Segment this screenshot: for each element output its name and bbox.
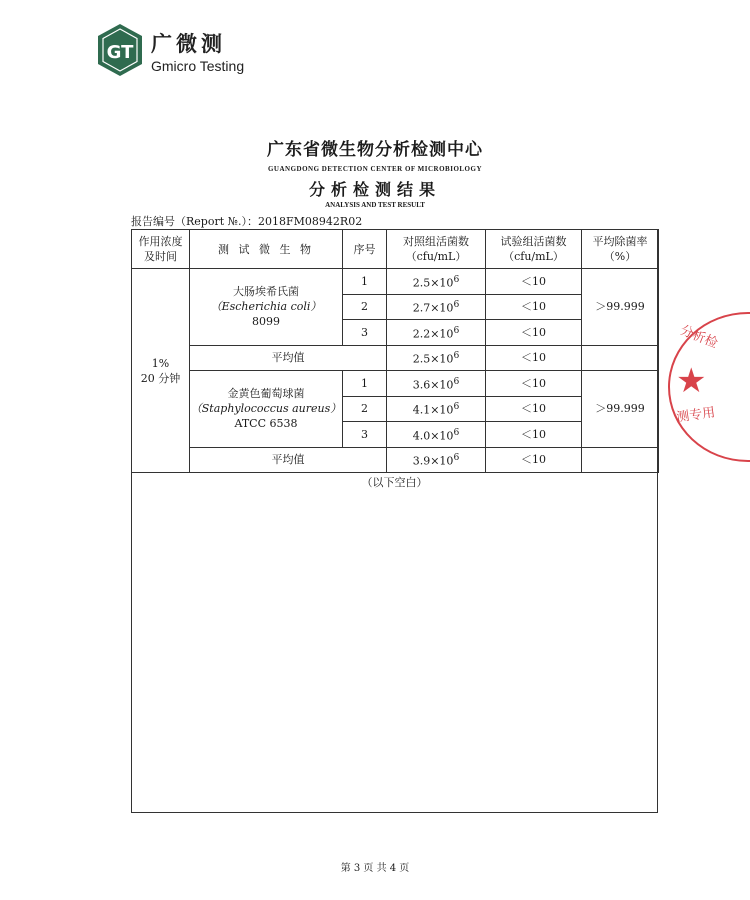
company-logo bbox=[95, 22, 245, 78]
seq-cell: 3 bbox=[343, 422, 387, 448]
empty-cell bbox=[582, 447, 659, 473]
control-mantissa: 2.2 bbox=[412, 327, 431, 341]
average-control-cell: $2.5\times 10^6$ bbox=[387, 345, 486, 371]
test-cell: ＜10 bbox=[486, 269, 582, 295]
blank-note: （以下空白） bbox=[361, 476, 428, 489]
document-subtitle-cn: 分析检测结果 bbox=[308, 180, 441, 199]
table-row bbox=[132, 269, 659, 295]
average-control-cell: $3.9\times 10^6$ bbox=[387, 447, 486, 473]
header-concentration-line1: 作用浓度 bbox=[138, 235, 183, 248]
seq-cell: 3 bbox=[343, 320, 387, 346]
report-number: 报告编号（Report №.）：2018FM08942R02 bbox=[131, 215, 363, 228]
control-cell: $4.0\times 10^6$ bbox=[387, 422, 486, 448]
seq-cell: 1 bbox=[343, 371, 387, 397]
header-rate-line2: （%） bbox=[603, 250, 637, 263]
header-concentration bbox=[132, 230, 190, 269]
organism-name: 金黄色葡萄球菌 bbox=[227, 387, 305, 401]
control-exponent: 6 bbox=[453, 375, 460, 387]
rate-cell: ＞99.999 bbox=[582, 269, 659, 346]
header-seq: 序号 bbox=[343, 230, 387, 269]
average-row bbox=[132, 345, 659, 371]
header-test-line1: 试验组活菌数 bbox=[500, 235, 567, 248]
control-mantissa: 2.5 bbox=[412, 353, 431, 367]
header-control-line1: 对照组活菌数 bbox=[403, 235, 469, 248]
organism-strain: ATCC 6538 bbox=[234, 417, 298, 431]
control-mantissa: 4.0 bbox=[412, 429, 431, 443]
logo-badge-text: GT bbox=[106, 42, 134, 63]
official-stamp bbox=[668, 312, 750, 462]
control-exponent: 6 bbox=[453, 426, 460, 438]
control-cell: $2.7\times 10^6$ bbox=[387, 294, 486, 320]
control-mantissa: 4.1 bbox=[412, 404, 431, 418]
header-concentration-line2: 及时间 bbox=[144, 250, 177, 263]
control-mantissa: 2.7 bbox=[412, 302, 431, 316]
organism-cell bbox=[190, 371, 343, 448]
organism-latin: （Staphylococcus aureus） bbox=[190, 402, 342, 416]
header-rate bbox=[582, 230, 659, 269]
header-control bbox=[387, 230, 486, 269]
document-title-en: GUANGDONG DETECTION CENTER OF MICROBIOLOGY bbox=[267, 165, 483, 173]
average-row bbox=[132, 447, 659, 473]
control-exponent: 6 bbox=[453, 324, 460, 336]
table-header-row bbox=[132, 230, 659, 269]
logo-badge-icon bbox=[95, 22, 145, 78]
document-subtitle-en: ANALYSIS AND TEST RESULT bbox=[325, 201, 425, 209]
rate-cell: ＞99.999 bbox=[582, 371, 659, 448]
control-cell: $2.2\times 10^6$ bbox=[387, 320, 486, 346]
control-exponent: 6 bbox=[453, 401, 460, 413]
stamp-text-top: 分析检 bbox=[677, 323, 720, 352]
seq-cell: 2 bbox=[343, 294, 387, 320]
organism-name: 大肠埃希氏菌 bbox=[233, 285, 299, 299]
header-rate-line1: 平均除菌率 bbox=[592, 235, 648, 248]
average-label: 平均值 bbox=[190, 345, 387, 371]
condition-time: 20 分钟 bbox=[140, 371, 181, 385]
table-row bbox=[132, 371, 659, 397]
condition-concentration: 1% bbox=[151, 356, 170, 370]
test-cell: ＜10 bbox=[486, 396, 582, 422]
control-exponent: 6 bbox=[453, 273, 460, 285]
condition-cell bbox=[132, 269, 190, 473]
average-label: 平均值 bbox=[190, 447, 387, 473]
organism-strain: 8099 bbox=[252, 315, 280, 329]
test-cell: ＜10 bbox=[486, 371, 582, 397]
empty-cell bbox=[582, 345, 659, 371]
stamp-text-bottom: 测专用 bbox=[675, 405, 717, 426]
control-exponent: 6 bbox=[453, 299, 460, 311]
control-cell: $3.6\times 10^6$ bbox=[387, 371, 486, 397]
logo-name-en: Gmicro Testing bbox=[151, 58, 245, 74]
control-cell: $4.1\times 10^6$ bbox=[387, 396, 486, 422]
test-cell: ＜10 bbox=[486, 320, 582, 346]
logo-name-cn: 广微测 bbox=[151, 32, 226, 56]
control-exponent: 6 bbox=[453, 350, 460, 362]
test-cell: ＜10 bbox=[486, 294, 582, 320]
stamp-star-icon: ★ bbox=[676, 361, 707, 401]
header-test-line2: （cfu/mL） bbox=[503, 250, 564, 263]
header-control-line2: （cfu/mL） bbox=[405, 250, 467, 263]
control-exponent: 6 bbox=[453, 452, 460, 464]
average-test-cell: ＜10 bbox=[486, 447, 582, 473]
organism-latin: （Escherichia coli） bbox=[210, 300, 322, 314]
results-table bbox=[131, 229, 659, 473]
header-organism: 测 试 微 生 物 bbox=[190, 230, 343, 269]
seq-cell: 1 bbox=[343, 269, 387, 295]
test-cell: ＜10 bbox=[486, 422, 582, 448]
document-title-cn: 广东省微生物分析检测中心 bbox=[267, 140, 483, 160]
page-footer: 第 3 页 共 4 页 bbox=[340, 863, 410, 874]
organism-cell bbox=[190, 269, 343, 346]
header-test bbox=[486, 230, 582, 269]
seq-cell: 2 bbox=[343, 396, 387, 422]
control-mantissa: 3.6 bbox=[412, 378, 431, 392]
average-test-cell: ＜10 bbox=[486, 345, 582, 371]
control-cell: $2.5\times 10^6$ bbox=[387, 269, 486, 295]
control-mantissa: 2.5 bbox=[412, 276, 431, 290]
control-mantissa: 3.9 bbox=[412, 455, 431, 469]
